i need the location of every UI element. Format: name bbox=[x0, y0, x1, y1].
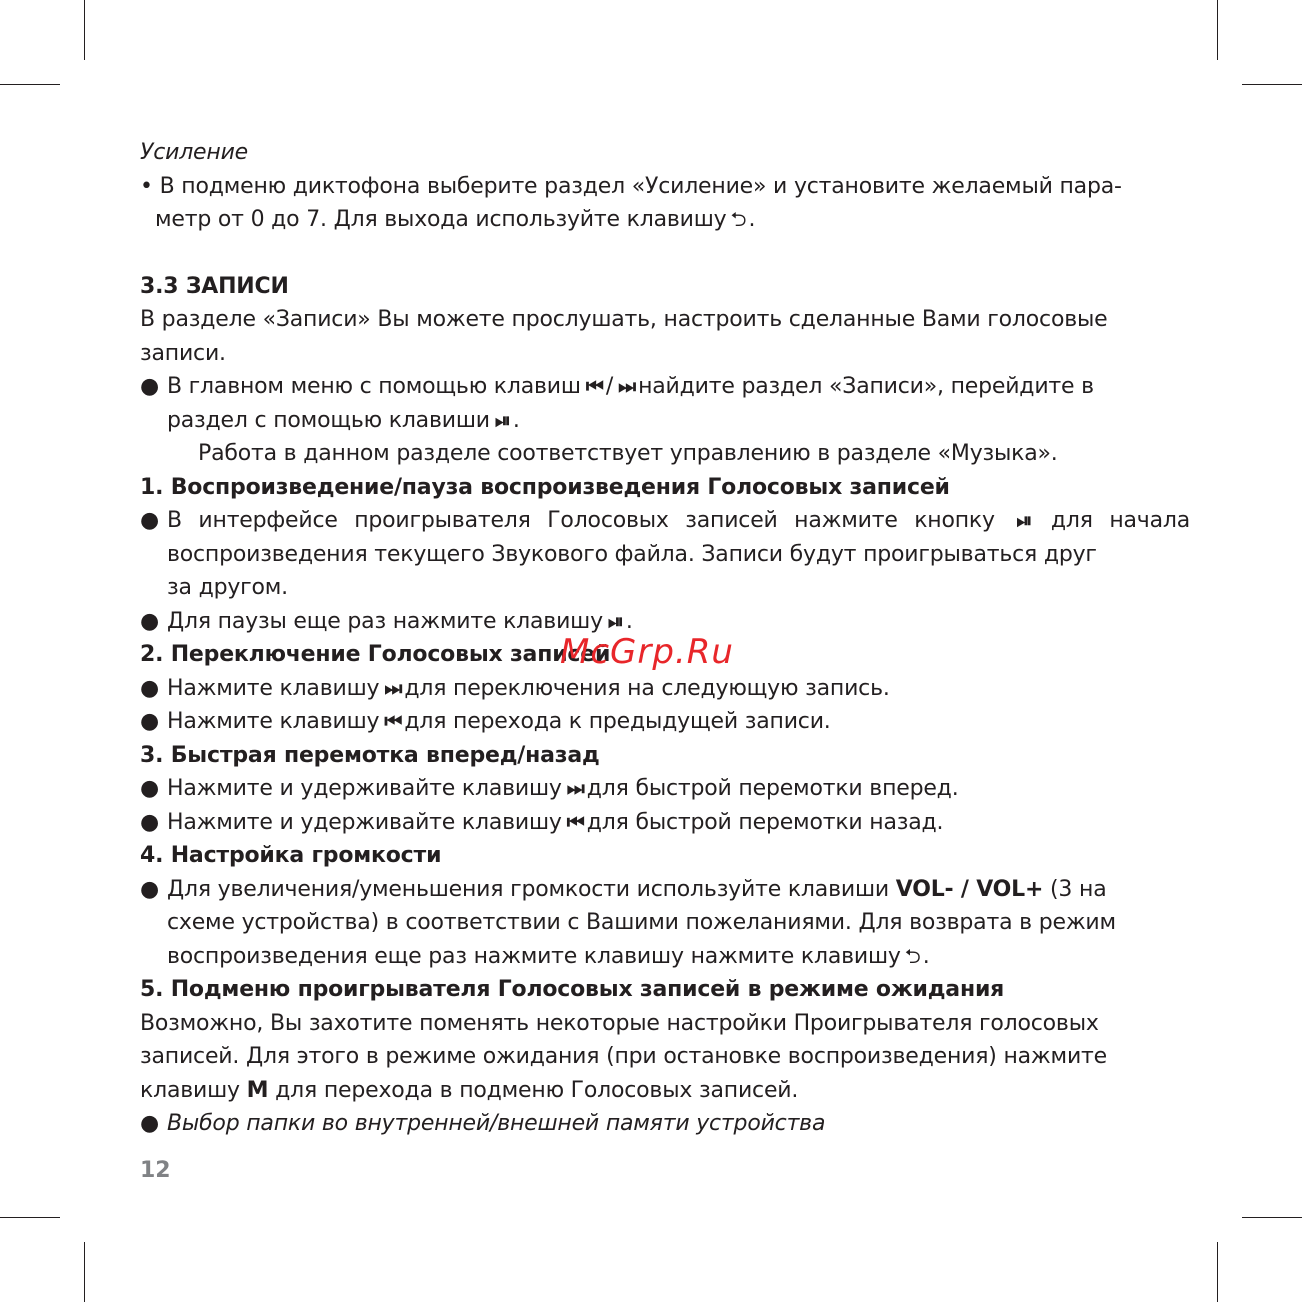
next-icon: ⏭ bbox=[566, 776, 582, 800]
list-item-continued: за другом. bbox=[167, 575, 288, 600]
previous-icon: ⏮ bbox=[566, 809, 582, 834]
section-intro: В разделе «Записи» Вы можете прослушать, настроить сделанные Вами голосовые bbox=[140, 307, 1108, 332]
play-pause-icon: ⏯ bbox=[494, 407, 508, 432]
subsection-heading: 2. Переключение Голосовых записей bbox=[140, 642, 611, 667]
return-icon: ⮌ bbox=[730, 207, 747, 231]
crop-mark bbox=[0, 1217, 60, 1218]
bullet-icon: ● bbox=[140, 675, 159, 701]
section-note: Работа в данном разделе соответствует управлению в разделе «Музыка». bbox=[198, 441, 1058, 466]
list-item: ● В главном меню с помощью клавиш ⏮ / ⏭ найдите раздел «Записи», перейдите в bbox=[140, 370, 1190, 404]
bullet-icon: ● bbox=[140, 508, 159, 533]
crop-mark bbox=[1242, 84, 1302, 85]
crop-mark bbox=[84, 0, 85, 60]
bullet-icon: ● bbox=[140, 608, 159, 634]
list-item: ● Для паузы еще раз нажмите клавишу ⏯ . bbox=[140, 605, 1190, 639]
bullet-icon: ● bbox=[140, 709, 159, 734]
next-icon: ⏭ bbox=[384, 675, 400, 700]
list-item: ● Выбор папки во внутренней/внешней памяти устройства bbox=[140, 1107, 1190, 1141]
crop-mark bbox=[1217, 0, 1218, 60]
list-item: ● Нажмите клавишу ⏮ для перехода к предыдущей записи. bbox=[140, 705, 1190, 739]
paragraph-line: Возможно, Вы захотите поменять некоторые настройки Проигрывателя голосовых bbox=[140, 1010, 1099, 1036]
list-item-continued: воспроизведения текущего Звукового файла. Записи будут проигрываться друг bbox=[167, 541, 1097, 567]
page-number: 12 bbox=[140, 1158, 171, 1183]
bullet-icon: ● bbox=[140, 1111, 159, 1136]
subsection-heading: 3. Быстрая перемотка вперед/назад bbox=[140, 742, 600, 768]
return-icon: ⮌ bbox=[904, 943, 921, 968]
crop-mark bbox=[84, 1242, 85, 1302]
play-pause-icon: ⏯ bbox=[607, 608, 621, 633]
section-heading: 3.3 ЗАПИСИ bbox=[140, 273, 289, 299]
watermark: McGrp.Ru bbox=[560, 632, 734, 672]
list-item-continued: воспроизведения еще раз нажмите клавишу нажмите клавишу ⮌. bbox=[140, 940, 1190, 974]
crop-mark bbox=[1242, 1217, 1302, 1218]
bullet-icon: ● bbox=[140, 809, 159, 835]
list-item: ● Нажмите клавишу ⏭ для переключения на следующую запись. bbox=[140, 672, 1190, 706]
gain-bullet-line: метр от 0 до 7. Для выхода используйте клавишу ⮌. bbox=[140, 203, 1190, 237]
list-item: ● Нажмите и удерживайте клавишу ⏮ для быстрой перемотки назад. bbox=[140, 806, 1190, 840]
section-intro: записи. bbox=[140, 340, 226, 366]
gain-title: Усиление bbox=[140, 140, 249, 165]
next-icon: ⏭ bbox=[618, 374, 634, 398]
list-item-continued: схеме устройства) в соответствии с Вашими пожеланиями. Для возврата в режим bbox=[167, 910, 1116, 935]
list-item-continued: раздел с помощью клавиши ⏯ . bbox=[140, 404, 1190, 438]
paragraph-line: клавишу M для перехода в подменю Голосовых записей. bbox=[140, 1077, 799, 1103]
subsection-heading: 1. Воспроизведение/пауза воспроизведения Голосовых записей bbox=[140, 474, 950, 500]
subsection-heading: 4. Настройка громкости bbox=[140, 843, 442, 868]
crop-mark bbox=[0, 84, 60, 85]
previous-icon: ⏮ bbox=[585, 374, 601, 398]
menu-key: M bbox=[246, 1077, 269, 1103]
bullet-icon: ● bbox=[140, 876, 159, 902]
crop-mark bbox=[1217, 1242, 1218, 1302]
volume-keys: VOL- / VOL+ bbox=[895, 876, 1044, 902]
list-item: ● В интерфейсе проигрывателя Голосовых записей нажмите кнопку ⏯ для начала bbox=[140, 504, 1190, 538]
play-pause-icon: ⏯ bbox=[1016, 508, 1030, 532]
bullet-icon: ● bbox=[140, 374, 159, 399]
gain-bullet-line: • В подменю диктофона выберите раздел «Усиление» и установите желаемый пара- bbox=[140, 173, 1122, 199]
previous-icon: ⏮ bbox=[384, 709, 400, 733]
paragraph-line: записей. Для этого в режиме ожидания (при остановке воспроизведения) нажмите bbox=[140, 1044, 1107, 1069]
list-item: ● Для увеличения/уменьшения громкости используйте клавиши VOL- / VOL+ (3 на bbox=[140, 873, 1190, 907]
list-item: ● Нажмите и удерживайте клавишу ⏭ для быстрой перемотки вперед. bbox=[140, 772, 1190, 806]
bullet-icon: ● bbox=[140, 776, 159, 801]
subsection-heading: 5. Подменю проигрывателя Голосовых записей в режиме ожидания bbox=[140, 977, 1005, 1002]
